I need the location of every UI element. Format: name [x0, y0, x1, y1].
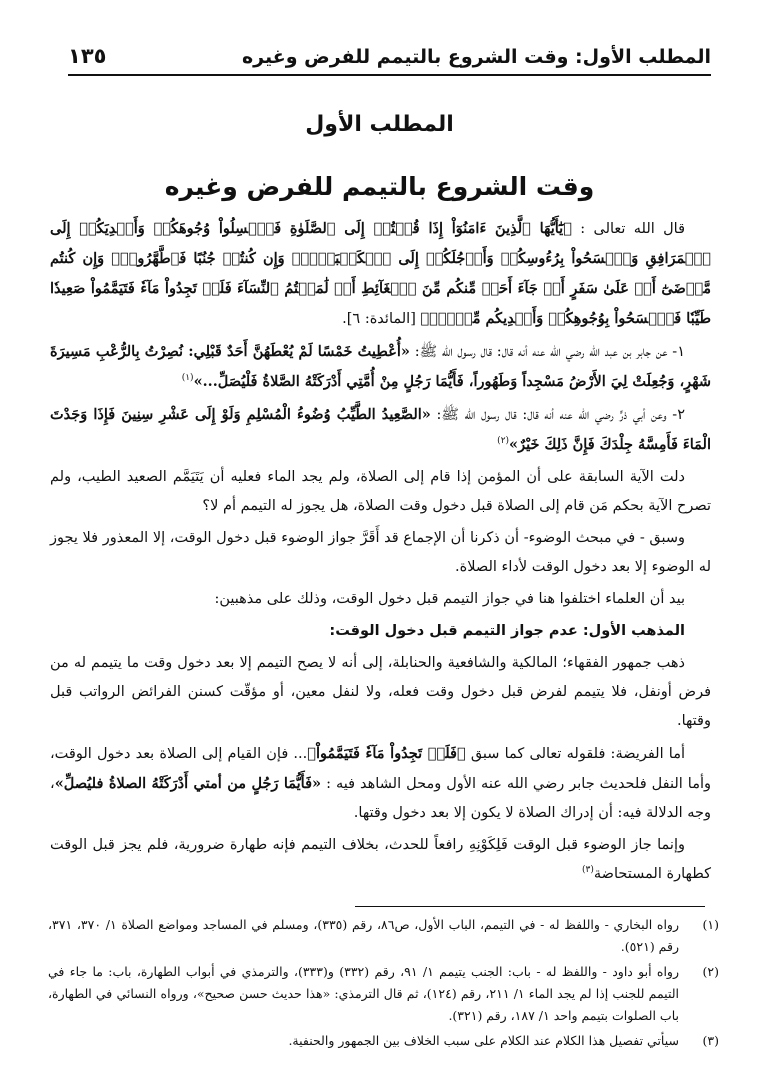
paragraph-9-b: ... فإن القيام إلى الصلاة بعد دخول الوقت، وأما النفل فلحديث جابر رضي الله عنه الأول ومحل الشاهد فيه : [50, 746, 711, 792]
madhhab-1-heading: المذهب الأول: عدم جواز التيمم قبل دخول الوقت: [329, 623, 685, 639]
footnote-text: سيأتي تفصيل هذا الكلام عند الكلام على سبب الخلاف بين الجمهور والحنفية. [288, 1033, 679, 1048]
paragraph-9-a: أما الفريضة: فلقوله تعالى كما سبق [470, 746, 685, 762]
main-heading: وقت الشروع بالتيمم للفرض وغيره [164, 172, 595, 201]
footnote-mark-2[interactable]: (٢) [497, 436, 510, 447]
paragraph-6: بيد أن العلماء اختلفوا هنا في جواز التيمم قبل دخول الوقت، وذلك على مذهبين: [214, 591, 685, 607]
footnote [48, 1030, 719, 1052]
paragraph-9 [50, 739, 711, 828]
footnote-text: رواه أبو داود - واللفظ له - باب: الجنب يتيمم ١/ ٩١، رقم (٣٣٢) و(٣٣٣)، والترمذي في أبواب الطهارة، باب: ما جاء في التيمم للجنب إذا لم يجد الماء ١/ ٢١١، رقم (١٢٤)، ثم قال الترمذي: «هذا حديث حسن صحيح»، ورواه النسائي في الطهارة، باب الصلوات بتيمم واحد ١/ ١٨٧، رقم (٣٢١). [48, 964, 680, 1023]
quran-verse-short: ﴿فَلَمۡ تَجِدُواْ مَآءٗ فَتَيَمَّمُواْ﴾ [307, 745, 466, 762]
footnote-mark-3[interactable]: (٣) [582, 865, 594, 876]
verse-intro: قال الله تعالى : [580, 221, 686, 237]
quran-verse: ﴿يَٰٓأَيُّهَا ٱلَّذِينَ ءَامَنُوٓاْ إِذَا قُمۡتُمۡ إِلَى ٱلصَّلَوٰةِ فَٱغۡسِلُواْ وُجُوهَكُمۡ وَأَيۡدِيَكُمۡ إِلَى ٱلۡمَرَافِقِ وَٱمۡسَحُواْ بِرُءُوسِكُمۡ وَأَرۡجُلَكُمۡ إِلَى ٱلۡكَعۡبَيۡنِۚ وَإِن كُنتُمۡ جُنُبًا فَٱطَّهَّرُواْۚ وَإِن كُنتُم مَّرۡضَىٰٓ أَوۡ عَلَىٰ سَفَرٍ أَوۡ جَآءَ أَحَدٞ مِّنكُم مِّنَ ٱلۡغَآئِطِ أَوۡ لَٰمَسۡتُمُ ٱلنِّسَآءَ فَلَمۡ تَجِدُواْ مَآءٗ فَتَيَمَّمُواْ صَعِيدٗا طَيِّبٗا فَٱمۡسَحُواْ بِوُجُوهِكُمۡ وَأَيۡدِيكُم مِّنۡهُۚ﴾ [50, 220, 711, 327]
footnote-number: (١) [702, 917, 719, 932]
footnotes [48, 914, 719, 1055]
paragraph-hadith-1 [50, 337, 711, 397]
section-title: المطلب الأول [305, 112, 454, 137]
paragraph-5: وسبق - في مبحث الوضوء- أن ذكرنا أن الإجماع قد أَقَرَّ جواز الوضوء قبل دخول الوقت، إلا المعذور فلا يجوز له الوضوء إلا بعد دخول الوقت لأداء الصلاة. [50, 530, 711, 575]
hadith-excerpt: «فَأَيُّمَا رَجُلٍ من أمتي أَدْرَكَتْهُ الصلاةُ فليُصلِّ» [54, 775, 322, 792]
footnote [48, 914, 719, 958]
footnote-text: رواه البخاري - واللفظ له - في التيمم، الباب الأول، ص٨٦، رقم (٣٣٥)، ومسلم في المساجد ومواضع الصلاة ١/ ٣٧٠، ٣٧١، رقم (٥٢١). [48, 917, 679, 954]
running-title: المطلب الأول: وقت الشروع بالتيمم للفرض وغيره [241, 46, 711, 68]
paragraph-10 [50, 831, 711, 889]
hadith-1-text: «أُعْطِيتُ خَمْسًا لَمْ يُعْطَهُنَّ أَحَدٌ قَبْلِي: نُصِرْتُ بِالرُّعْبِ مَسِيرَةَ شَهْرٍ، وَجُعِلَتْ لِيَ الأَرْضُ مَسْجِداً وَطَهُوراً، فَأَيُّمَا رَجُلٍ مِنْ أُمَّتِي أَدْرَكَتْهُ الصَّلاةُ فَلْيُصَلِّ...» [50, 343, 711, 390]
running-header [68, 40, 711, 76]
paragraph-10-text: وإنما جاز الوضوء قبل الوقت فَلِكَوْنِهِ رافعاً للحدث، بخلاف التيمم فإنه طهارة ضرورية، فلم يجز قبل الوقت كطهارة المستحاضة [50, 837, 711, 882]
footnote-number: (٢) [702, 964, 719, 979]
footnote [48, 961, 719, 1027]
footnote-number: (٣) [702, 1033, 719, 1048]
footnote-mark-1[interactable]: (١) [181, 373, 194, 384]
paragraph-verse [50, 214, 711, 334]
hadith-2-text: «الصَّعِيدُ الطَّيِّبُ وُضُوءُ الْمُسْلِمِ وَلَوْ إِلَى عَشْرِ سِنِينَ فَإِذَا وَجَدْتَ الْمَاءَ فَأَمِسَّهُ جِلْدَكَ فَإِنَّ ذَلِكَ خَيْرٌ» [50, 406, 711, 453]
hadith-1-intro: ١- عن جابر بن عبد الله رضي الله عنه أنه قال: قال رسول الله ﷺ: [414, 344, 685, 360]
footnote-divider [355, 906, 705, 907]
page-number: ١٣٥ [68, 44, 107, 68]
paragraph-9-c: ، وجه الدلالة فيه: أن إدراك الصلاة لا يكون إلا بعد دخول وقتها. [50, 776, 711, 821]
paragraph-hadith-2 [50, 400, 711, 460]
verse-reference: [المائدة: ٦]. [342, 311, 416, 327]
paragraph-4: دلت الآية السابقة على أن المؤمن إذا قام إلى الصلاة، ولم يجد الماء فعليه أن يَتَيَمَّم الصعيد الطيب، ولم تصرح الآية بحكم مَن قام إلى الصلاة قبل دخول وقت الصلاة، هل يجوز له التيمم أم لا؟ [50, 469, 711, 514]
hadith-2-intro: ٢- وعن أبي ذرٍّ رضي الله عنه أنه قال: قال رسول الله ﷺ: [436, 407, 685, 423]
paragraph-8: ذهب جمهور الفقهاء؛ المالكية والشافعية والحنابلة، إلى أنه لا يصح التيمم إلا بعد دخول وقت ما يتيمم له من فرض أونفل، فلا يتيمم لفرض قبل دخول وقت فعله، ولا لنفل معين، أو مؤقّت كسنن الفرائض الرواتب قبل وقتها. [50, 655, 711, 729]
body-text [50, 214, 711, 892]
